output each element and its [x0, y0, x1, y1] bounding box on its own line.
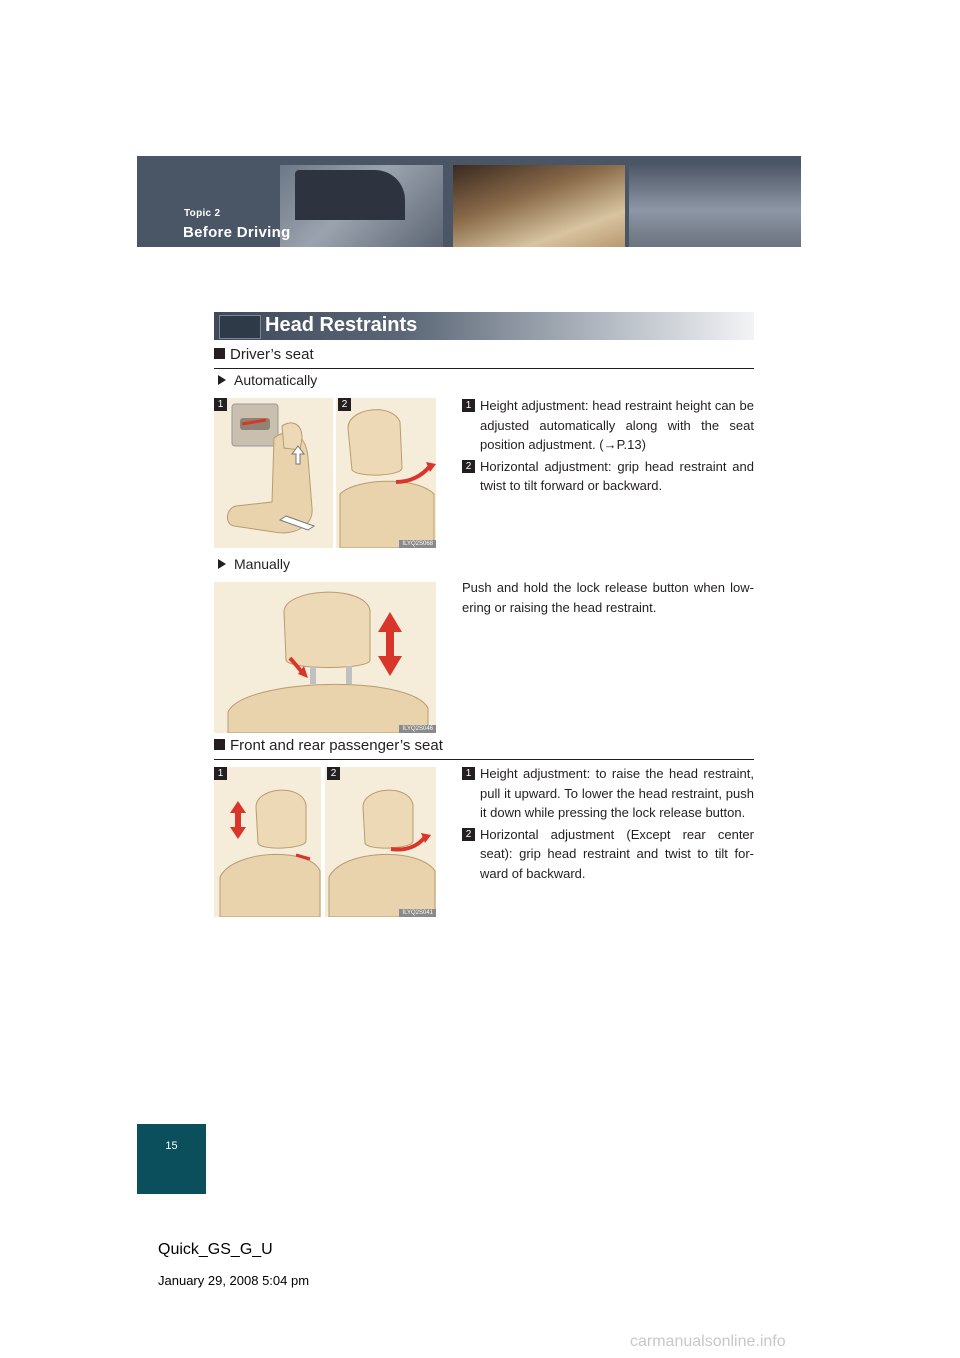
- section-label: Before Driving: [183, 224, 291, 241]
- power-seat-icon: [214, 398, 333, 548]
- automatically-heading: [218, 372, 317, 388]
- item-text: Horizontal adjustment (Except rear center seat): grip head restraint and twist to tilt for-ward of backward.: [480, 826, 754, 881]
- head-restraint-height-icon: [214, 767, 321, 917]
- badge-1: 1: [214, 767, 227, 780]
- head-restraint-tilt-icon: [336, 398, 436, 548]
- head-restraint-lock-icon: [214, 582, 436, 733]
- page-title: Head Restraints: [265, 314, 418, 336]
- car-interior-photo: [453, 165, 625, 247]
- list-item: [462, 825, 754, 884]
- item-text: Height adjustment: head restraint height can be adjusted automatically along with the seat position adjustment. (→P.13): [480, 398, 754, 452]
- manually-label: Manually: [234, 556, 291, 572]
- item-text: Height adjustment: to raise the head restraint, pull it upward. To lower the head restraint, push it down while pressing the lock release button.: [480, 766, 754, 820]
- document-date: January 29, 2008 5:04 pm: [158, 1273, 310, 1288]
- badge-2: 2: [327, 767, 340, 780]
- list-item: [462, 396, 754, 455]
- seat-illustration-auto-1: [214, 398, 333, 548]
- image-code: ILYQ2S046: [399, 725, 436, 733]
- car-door-photo: [280, 165, 443, 247]
- square-bullet-icon: [214, 348, 225, 359]
- passenger-seat-heading: [214, 737, 443, 754]
- title-thumbnail: [219, 315, 261, 339]
- item-text: Horizontal adjustment: grip head restraint and twist to tilt forward or backward.: [480, 458, 754, 493]
- number-badge: 2: [462, 828, 475, 841]
- badge-1: 1: [214, 398, 227, 411]
- seat-illustration-passenger-2: [325, 767, 436, 917]
- topic-label: Topic 2: [184, 208, 221, 219]
- automatically-description: [462, 396, 754, 496]
- image-code: ILYQ2S068: [399, 540, 436, 548]
- seat-illustration-auto-2: [336, 398, 436, 548]
- image-code: ILYQ2S041: [399, 909, 436, 917]
- page-number: 15: [165, 1140, 178, 1152]
- seat-illustration-passenger-1: [214, 767, 321, 917]
- section-divider: [214, 368, 754, 369]
- passenger-description: [462, 764, 754, 883]
- drivers-seat-heading-text: Driver’s seat: [230, 346, 314, 363]
- page-title-bar: [214, 312, 754, 340]
- head-restraint-tilt-icon: [325, 767, 436, 917]
- seat-illustration-manual: [214, 582, 436, 733]
- section-divider: [214, 759, 754, 760]
- square-bullet-icon: [214, 739, 225, 750]
- watermark: carmanualsonline.info: [630, 1333, 786, 1350]
- automatically-label: Automatically: [234, 372, 318, 388]
- number-badge: 2: [462, 460, 475, 473]
- badge-2: 2: [338, 398, 351, 411]
- car-exterior-photo: [629, 165, 801, 247]
- number-badge: 1: [462, 767, 475, 780]
- manually-description: Push and hold the lock release button when low-ering or raising the head restraint.: [462, 580, 754, 615]
- triangle-bullet-icon: [218, 375, 226, 385]
- passenger-seat-heading-text: Front and rear passenger’s seat: [230, 737, 443, 754]
- page-number-box: [137, 1124, 206, 1194]
- list-item: [462, 457, 754, 496]
- drivers-seat-heading: [214, 346, 314, 363]
- manually-heading: [218, 556, 290, 572]
- triangle-bullet-icon: [218, 559, 226, 569]
- document-name: Quick_GS_G_U: [158, 1241, 273, 1258]
- number-badge: 1: [462, 399, 475, 412]
- list-item: [462, 764, 754, 823]
